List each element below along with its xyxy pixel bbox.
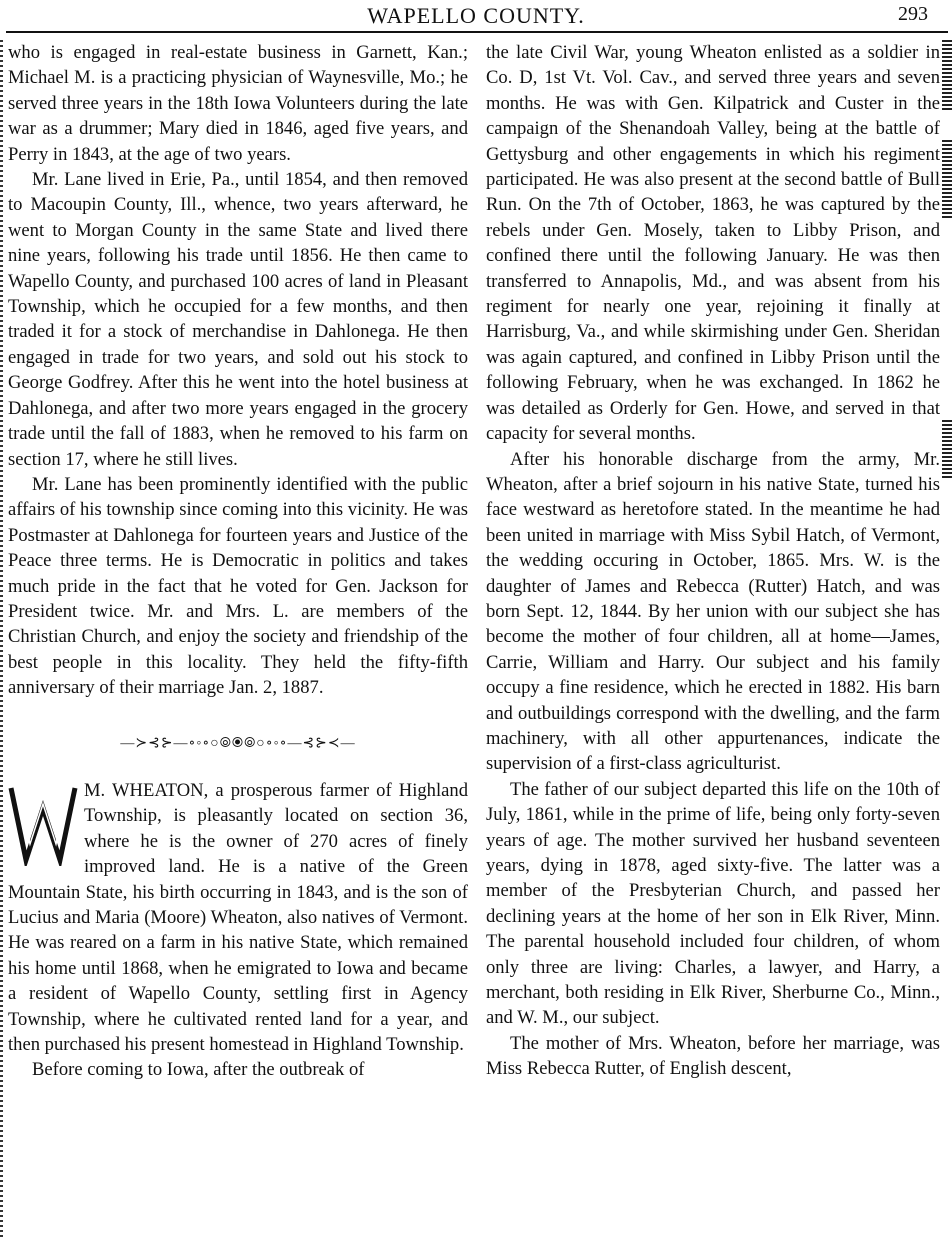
drop-cap-letter: W bbox=[43, 801, 44, 803]
paragraph: After his honorable discharge from the army, Mr. Wheaton, after a brief sojourn in his native State, turned his face westward as heretofore stated. In the meantime he had been united in marriage with Miss Sybil Hatch, of Vermont, the wedding occuring in October, 1865. Mrs. W. is the daughter of James and Rebecca (Rutter) Hatch, and was born Sept. 12, 1844. By her union with our subject she has become the mother of four children, all at home—James, Carrie, William and Harry. Our subject and his family occupy a fine residence, which he erected in 1882. His barn and outbuildings correspond with the dwelling, and the farm machinery, with all other appurtenances, indicate the supervision of a first-class agriculturist. bbox=[486, 448, 940, 775]
paragraph: The father of our subject departed this life on the 10th of July, 1861, while in the prime of life, being only forty-seven years of age. The mother survived her husband seventeen years, dying in 1878, aged sixty-five. The latter was a member of the Presbyterian Church, and passed her declining years at the home of her son in Elk River, Minn. The parental household included four children, of whom only three are living: Charles, a lawyer, and Harry, a merchant, both residing in Elk River, Sherburne Co., Minn., and W. M., our subject. bbox=[486, 778, 940, 1029]
right-edge-binding-middle bbox=[942, 140, 952, 220]
paragraph: Mr. Lane lived in Erie, Pa., until 1854, and then removed to Macoupin County, Ill., whence, two years afterward, he went to Morgan County in the same State and lived there nine years, following his trade until 1856. He then came to Wapello County, and purchased 100 acres of land in Pleasant Township, which he occupied for a few months, and then traded it for a stock of merchandise in Dahlonega. He then engaged in trade for two years, and sold out his stock to George Godfrey. After this he went into the hotel business at Dahlonega, and after two more years engaged in the grocery trade until the fall of 1883, when he removed to his farm on section 17, where he still lives. bbox=[8, 169, 468, 470]
header-rule bbox=[6, 31, 948, 33]
page-header bbox=[0, 0, 952, 30]
page-number: 293 bbox=[898, 3, 928, 25]
biography-opening-paragraph bbox=[8, 778, 468, 1057]
ornamental-divider: —≻⊰⊱—∘◦∘○⦾⦿⦾○∘◦∘—⊰⊱≺— bbox=[120, 735, 356, 751]
right-edge-binding-top bbox=[942, 40, 952, 110]
paragraph: Before coming to Iowa, after the outbreak of bbox=[32, 1059, 365, 1081]
running-title: WAPELLO COUNTY. bbox=[367, 3, 585, 28]
right-edge-binding-lower bbox=[942, 420, 952, 480]
left-column bbox=[8, 40, 468, 1083]
left-edge-binding bbox=[0, 40, 3, 1240]
drop-cap-w-glyph bbox=[8, 782, 78, 866]
drop-cap bbox=[8, 782, 78, 866]
paragraph: the late Civil War, young Wheaton enlisted as a soldier in Co. D, 1st Vt. Vol. Cav., and served three years and seven months. He was with Gen. Kilpatrick and Custer in the campaign of the Shenandoah Valley, being at the battle of Gettysburg and other engagements in which his regiment participated. He was also present at the second battle of Bull Run. On the 7th of October, 1863, he was captured by the rebels under Gen. Mosely, taken to Libby Prison, and confined there until the following January. He was then transferred to Annapolis, Md., and was absent from his regiment for nearly one year, rejoining it finally at Harrisburg, Va., and while skirmishing under Gen. Sheridan was again captured, and confined in Libby Prison until the following February, when he was exchanged. In 1862 he was detailed as Orderly for Gen. Howe, and served in that capacity for several months. bbox=[486, 42, 940, 445]
biography-opening-text: M. WHEATON, a prosperous farmer of Highland Township, is pleasantly located on section 36, where he is the owner of 270 acres of finely improved land. He is a native of the Green Mountain State, his birth occurring in 1843, and is the son of Lucius and Maria (Moore) Wheaton, also natives of Vermont. He was reared on a farm in his native State, which remained his home until 1868, when he emigrated to Iowa and became a resident of Wapello County, settling first in Agency Township, where he cultivated rented land for a year, and then purchased his present homestead in Highland Township. bbox=[8, 779, 468, 1056]
paragraph: The mother of Mrs. Wheaton, before her marriage, was Miss Rebecca Rutter, of English descent, bbox=[486, 1032, 940, 1080]
paragraph: who is engaged in real-estate business in Garnett, Kan.; Michael M. is a practicing physician of Waynesville, Mo.; he served three years in the 18th Iowa Volunteers during the late war as a drummer; Mary died in 1846, aged five years, and Perry in 1843, at the age of two years. bbox=[8, 42, 468, 165]
paragraph: Mr. Lane has been prominently identified with the public affairs of his township since coming into this vicinity. He was Postmaster at Dahlonega for fourteen years and Justice of the Peace three terms. He is Democratic in politics and takes much pride in the fact that he voted for Gen. Jackson for President twice. Mr. and Mrs. L. are members of the Christian Church, and enjoy the society and friendship of the best people in this locality. They held the fifty-fifth anniversary of their marriage Jan. 2, 1887. bbox=[8, 473, 468, 699]
right-column bbox=[486, 40, 940, 1082]
